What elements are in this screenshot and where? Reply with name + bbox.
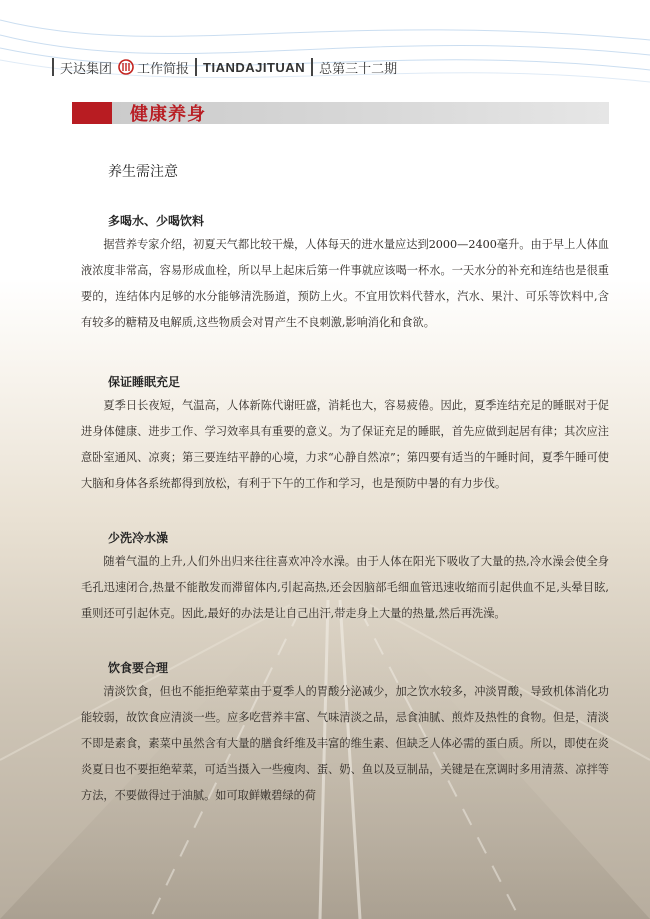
subheading: 多喝水、少喝饮料 [108, 214, 205, 228]
subheading: 保证睡眠充足 [108, 375, 181, 389]
english-name: TIANDAJITUAN [203, 59, 306, 75]
section-title: 健康养身 [130, 104, 206, 125]
paragraph: 夏季日长夜短，气温高，人体新陈代谢旺盛，消耗也大，容易疲倦。因此，夏季连结充足的睡眠对于促进身体健康、进步工作、学习效率具有重要的意义。为了保证充足的睡眠，首先应做到起居有律；其次应注意卧室通风、凉爽；第三要连结平静的心境，力求“心静自然凉”；第四要有适当的午睡时间，夏季午睡可使大脑和身体各系统都得到放松，有利于下午的工作和学习，也是预防中暑的有力步伐。 [81, 399, 609, 490]
paragraph: 清淡饮食，但也不能拒绝荤菜由于夏季人的胃酸分泌减少，加之饮水较多，冲淡胃酸，导致机体消化功能较弱，故饮食应清淡一些。应多吃营养丰富、气味清淡之品，忌食油腻、煎炸及热性的食物。但是，清淡不即是素食，素菜中虽然含有大量的膳食纤维及丰富的维生素、但缺乏人体必需的蛋白质。所以，即使在炎炎夏日也不要拒绝荤菜，可适当摄入一些瘦肉、蛋、奶、鱼以及豆制品，关键是在烹调时多用清蒸、凉拌等方法，不要做得过于油腻。如可取鲜嫩碧绿的荷 [81, 685, 609, 802]
publication-name: 工作简报 [137, 61, 190, 77]
article-title: 养生需注意 [108, 164, 178, 180]
paragraph: 随着气温的上升,人们外出归来往往喜欢冲冷水澡。由于人体在阳光下吸收了大量的热,冷水澡会使全身毛孔迅速闭合,热量不能散发而滞留体内,引起高热,还会因脑部毛细血管迅速收缩而引起供血不足,头晕目眩,重则还可引起休克。因此,最好的办法是让自己出汗,带走身上大量的热量,然后再洗澡。 [81, 555, 609, 620]
issue-number: 总第三十二期 [319, 61, 398, 77]
paragraph: 据营养专家介绍，初夏天气都比较干燥，人体每天的进水量应达到2000—2400毫升。由于早上人体血液浓度非常高，容易形成血栓，所以早上起床后第一件事就应该喝一杯水。一天水分的补充和连结也是很重要的，连结体内足够的水分能够清洗肠道，预防上火。不宜用饮料代替水，汽水、果汁、可乐等饮料中,含有较多的糖精及电解质,这些物质会对胃产生不良刺激,影响消化和食欲。 [81, 238, 609, 329]
group-name: 天达集团 [60, 61, 113, 77]
subheading: 饮食要合理 [108, 661, 169, 675]
subheading: 少洗冷水澡 [108, 531, 169, 545]
